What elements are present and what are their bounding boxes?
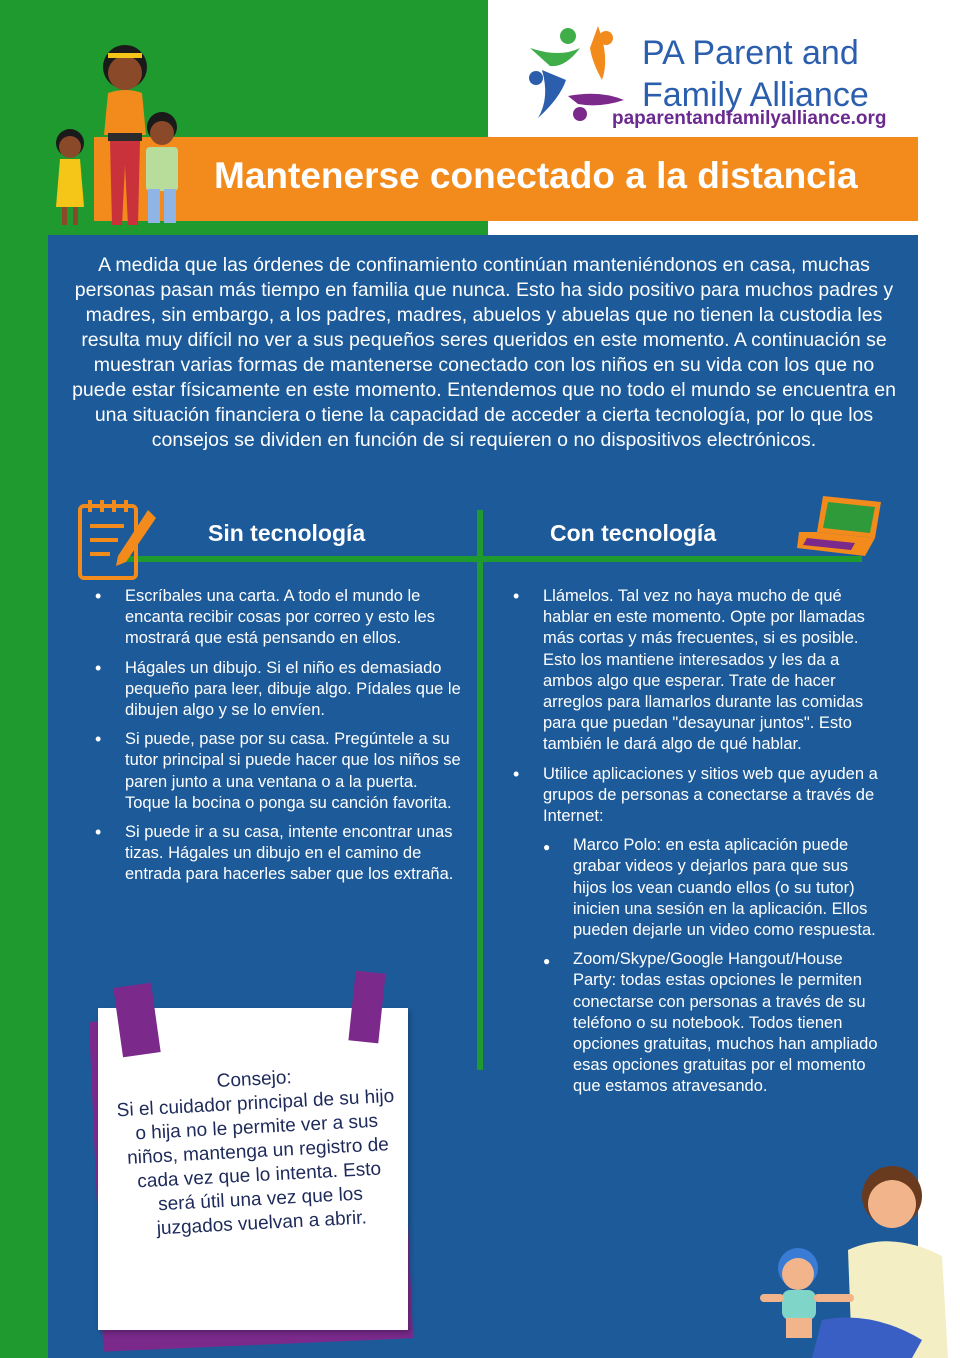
list-item: • Si puede ir a su casa, intente encontrar unas tizas. Hágales un dibujo en el camino de entrada para hacerles saber que los extraña.: [95, 822, 465, 886]
logo-title-line2: Family Alliance: [642, 76, 869, 114]
tech-list: [513, 586, 883, 1106]
tip-body: Si el cuidador principal de su hijo o hija no le permite ver a sus niños, mantenga un registro de cada vez que lo intenta. Esto será útil una vez que los juzgados vuelvan a abrir.: [116, 1085, 395, 1240]
list-item-text: Utilice aplicaciones y sitios web que ayuden a grupos de personas a conectarse a través de Internet:: [543, 764, 878, 826]
no-tech-heading: Sin tecnología: [208, 520, 366, 546]
list-item: • Si puede, pase por su casa. Pregúntele a su tutor principal si puede hacer que los niños se paren junto a una ventana o a la puerta. Toque la bocina o ponga su canción favorita.: [95, 729, 465, 814]
family-illustration-icon: [40, 25, 200, 235]
apps-sublist: [543, 835, 883, 1097]
notepad-pencil-icon: [70, 492, 162, 586]
list-item: • Llámelos. Tal vez no haya mucho de qué hablar en este momento. Opte por llamadas más cortas y más frecuentes, si es posible. Esto los mantiene interesados y les da a ambos algo que esperar. Trate de hacer arreglos para llamarlos durante las comidas para que puedan "desayunar juntos". Esto también le dará algo de qué hablar.: [513, 586, 883, 756]
logo-title-line1: PA Parent and: [642, 34, 859, 72]
sub-list-item: ● Zoom/Skype/Google Hangout/House Party: todas estas opciones le permiten conectarse con personas a través de su teléfono o su notebook. Todos tienen opciones gratuitas, muchos han ampliado esas opciones gratuitas por el momento que estamos atravesando.: [543, 949, 883, 1097]
logo-url[interactable]: paparentandfamilyalliance.org: [612, 108, 887, 129]
no-tech-list: [95, 586, 465, 894]
father-child-illustration-icon: [752, 1160, 952, 1358]
tech-heading: Con tecnología: [550, 520, 717, 546]
title-banner: [94, 137, 918, 221]
intro-paragraph: A medida que las órdenes de confinamiento continúan manteniéndonos en casa, muchas personas pasan más tiempo en familia que nunca. Esto ha sido positivo para muchos padres y madres, sin embargo, a los padres, madres, abuelos y abuelas que no tienen la custodia les resulta muy difícil no ver a sus pequeños seres queridos en este momento. A continuación se muestran varias formas de mantenerse conectado con los niños en su vida con los que no puede estar físicamente en este momento. Entendemos que no todo el mundo se encuentra en una situación financiera o tiene la capacidad de acceder a cierta tecnología, por lo que los consejos se dividen en función de si requieren o no dispositivos electrónicos.: [72, 254, 896, 451]
list-item: [513, 764, 883, 1098]
sub-list-item: ● Marco Polo: en esta aplicación puede grabar videos y dejarlos para que sus hijos los vean cuando ellos (o su tutor) inicien una sesión en la aplicación. Ellos pueden dejarle un video como respuesta.: [543, 835, 883, 941]
tip-text: [114, 1061, 402, 1243]
page-title: Mantenerse conectado a la distancia: [214, 155, 858, 196]
horizontal-divider: [120, 556, 862, 562]
list-item: • Escríbales una carta. A todo el mundo le encanta recibir cosas por correo y esto les mostrará que está pensando en ellos.: [95, 586, 465, 650]
laptop-icon: [795, 492, 885, 562]
list-item: • Hágales un dibujo. Si el niño es demasiado pequeño para leer, dibuje algo. Pídales que le dibujen algo y se lo envíen.: [95, 658, 465, 722]
tip-heading: Consejo:: [216, 1067, 293, 1093]
logo: [520, 18, 940, 133]
vertical-divider: [477, 510, 483, 1070]
